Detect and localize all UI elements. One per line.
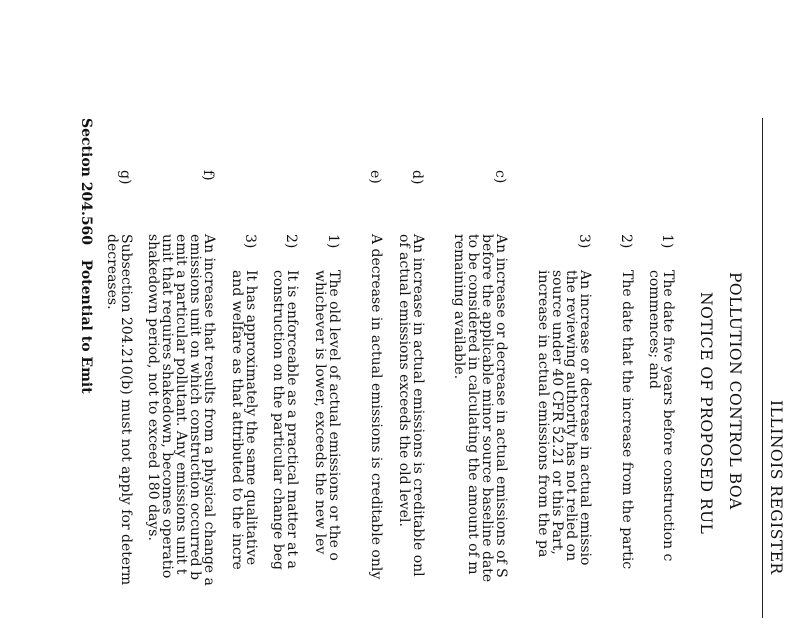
paragraph-e-line-1: A decrease in actual emissions is creditable only [368,234,384,580]
sub-item-1-line-1: The old level of actual emissions or the o [326,270,342,561]
sub-item-2-label: 2) [283,234,299,249]
paragraph-g-line-1: Subsection 204.210(b) must not apply for determ [118,234,134,586]
register-title: ILLINOIS REGISTER [767,400,785,575]
paragraph-f-label: f) [200,170,216,181]
item-1-label: 1) [659,234,675,249]
paragraph-c-line-4: remaining available. [451,234,467,380]
item-3-label: 3) [576,234,592,249]
paragraph-c-line-1: An increase or decrease in actual emissions of S [493,234,509,578]
paragraph-g-label: g) [117,170,133,185]
paragraph-c-line-3: to be considered in calculating the amount of m [465,234,481,575]
sub-item-3-line-2: and welfare as that attributed to the incre [229,270,245,570]
paragraph-f-line-3: emit a particular pollutant. Any emissions unit t [173,234,189,575]
item-3-line-1: An increase or decrease in actual emissio [577,270,593,566]
paragraph-f-line-4: unit that requires shakedown, becomes operatio [159,234,175,579]
paragraph-c-label: c) [492,170,508,184]
sub-item-1-line-2: whichever is lower, exceeds the new lev [312,270,328,555]
item-2-label: 2) [618,234,634,249]
paragraph-g-line-2: decreases. [104,234,120,310]
paragraph-d-line-1: An increase in actual emissions is creditable onl [410,234,426,577]
paragraph-d-label: d) [409,170,425,185]
sub-item-1-label: 1) [325,234,341,249]
notice-title: NOTICE OF PROPOSED RUL [697,292,715,535]
section-heading: Section 204.560 Potential to Emit [78,118,94,394]
sub-item-2-line-1: It is enforceable as a practical matter at a [284,270,300,569]
paragraph-c-line-2: before the applicable minor source baseline date [479,234,495,583]
board-title: POLLUTION CONTROL BOA [726,272,744,510]
item-1-line-2: commences; and [646,270,662,389]
item-3-line-4: increase in actual emissions from the pa [535,270,551,558]
paragraph-e-label: e) [367,170,383,184]
paragraph-d-line-2: of actual emissions exceeds the old level. [396,234,412,527]
item-3-line-3: source under 40 CFR 52.21 or this Part, [549,270,565,555]
sub-item-3-label: 3) [242,234,258,249]
paragraph-f-line-5: shakedown period, not to exceed 180 days. [145,234,161,541]
sub-item-3-line-1: It has approximately the same qualitative [243,270,259,566]
paragraph-f-line-1: An increase that results from a physical change a [201,234,217,586]
item-2-line-1: The date that the increase from the partic [619,270,635,570]
paragraph-f-line-2: emissions unit on which construction occurred b [187,234,203,581]
item-1-line-1: The date five years before construction c [660,270,676,562]
item-3-line-2: the reviewing authority has not relied on [563,270,579,562]
header-rule [762,118,763,618]
sub-item-2-line-2: construction on the particular change beg [270,270,286,570]
